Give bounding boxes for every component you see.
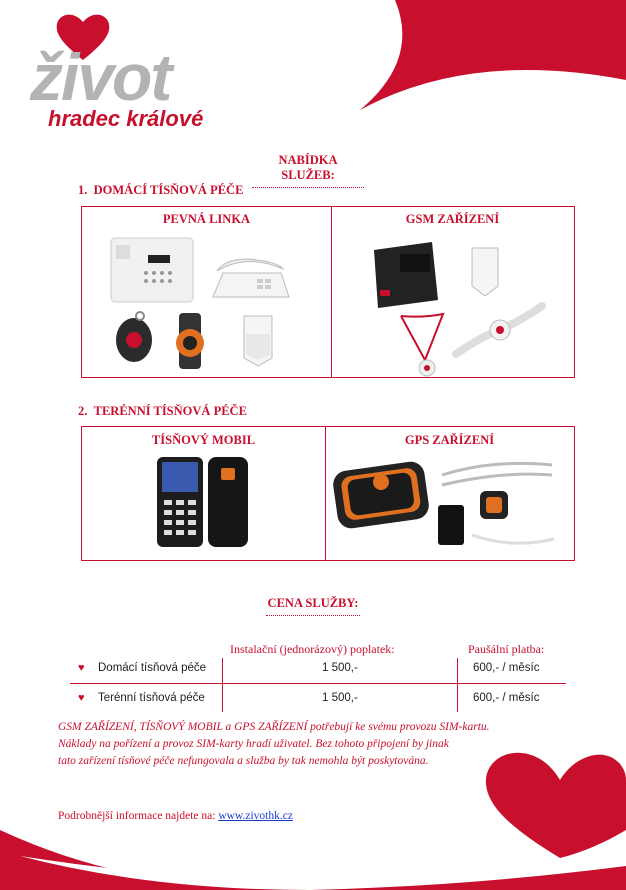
page-heading: NABÍDKA SLUŽEB: — [252, 153, 364, 188]
note-line: tato zařízení tísňové péče nefungovala a služba by tak nemohla být poskytována. — [58, 755, 429, 767]
section1-divider — [331, 206, 332, 378]
logo-word: život — [30, 40, 171, 114]
install-fee-header: Instalační (jednorázový) poplatek: — [230, 642, 395, 656]
price-row-separator — [70, 683, 566, 684]
footer-info — [58, 810, 293, 822]
website-link[interactable]: www.zivothk.cz — [218, 810, 293, 822]
gsm-base-unit-image — [372, 240, 440, 310]
monthly-fee-header: Paušální platba: — [468, 642, 545, 656]
bottom-heart-icon — [484, 750, 626, 860]
price-row-install: 1 500,- — [322, 662, 358, 674]
footer-text: Podrobnější informace najdete na: — [58, 810, 216, 822]
logo-city: hradec králové — [48, 106, 204, 131]
pevna-linka-label: PEVNÁ LINKA — [162, 212, 251, 226]
note-line: Náklady na pořízení a provoz SIM-karty hradí uživatel. Bez tohoto připojení by jinak — [58, 738, 449, 750]
heart-bullet-icon: ♥ — [78, 662, 85, 674]
gsm-label: GSM ZAŘÍZENÍ — [405, 212, 500, 226]
price-row — [78, 662, 568, 680]
price-row — [78, 692, 568, 710]
price-row-monthly: 600,- / měsíc — [473, 692, 540, 704]
motion-sensor-image — [238, 314, 278, 368]
section2-title: 2. TERÉNNÍ TÍSŇOVÁ PÉČE — [78, 404, 247, 418]
emergency-phone-image — [156, 456, 204, 548]
section1-title: 1. DOMÁCÍ TÍSŇOVÁ PÉČE — [78, 183, 244, 197]
gsm-motion-sensor-image — [468, 246, 502, 298]
emergency-phone-back-image — [207, 456, 249, 548]
tisnovy-mobil-label: TÍSŇOVÝ MOBIL — [151, 433, 256, 447]
gps-label: GPS ZAŘÍZENÍ — [404, 433, 495, 447]
pendant-button-image — [110, 310, 156, 366]
price-row-install: 1 500,- — [322, 692, 358, 704]
price-row-label: Terénní tísňová péče — [98, 692, 205, 704]
alarm-base-unit-image — [110, 237, 194, 303]
note-line: GSM ZAŘÍZENÍ, TÍSŇOVÝ MOBIL a GPS ZAŘÍZENÍ potřebují ke svému provozu SIM-kartu. — [58, 721, 490, 733]
gsm-wrist-button-image — [452, 300, 548, 360]
price-row-label: Domácí tísňová péče — [98, 662, 207, 674]
heart-bullet-icon: ♥ — [78, 692, 85, 704]
gps-tracker-image — [331, 452, 431, 530]
gsm-pendant-image — [397, 312, 447, 378]
price-heading: CENA SLUŽBY: — [266, 596, 360, 616]
wrist-button-image — [165, 313, 215, 369]
desk-phone-image — [207, 247, 293, 303]
gps-accessories-image — [432, 455, 557, 550]
price-row-monthly: 600,- / měsíc — [473, 662, 540, 674]
